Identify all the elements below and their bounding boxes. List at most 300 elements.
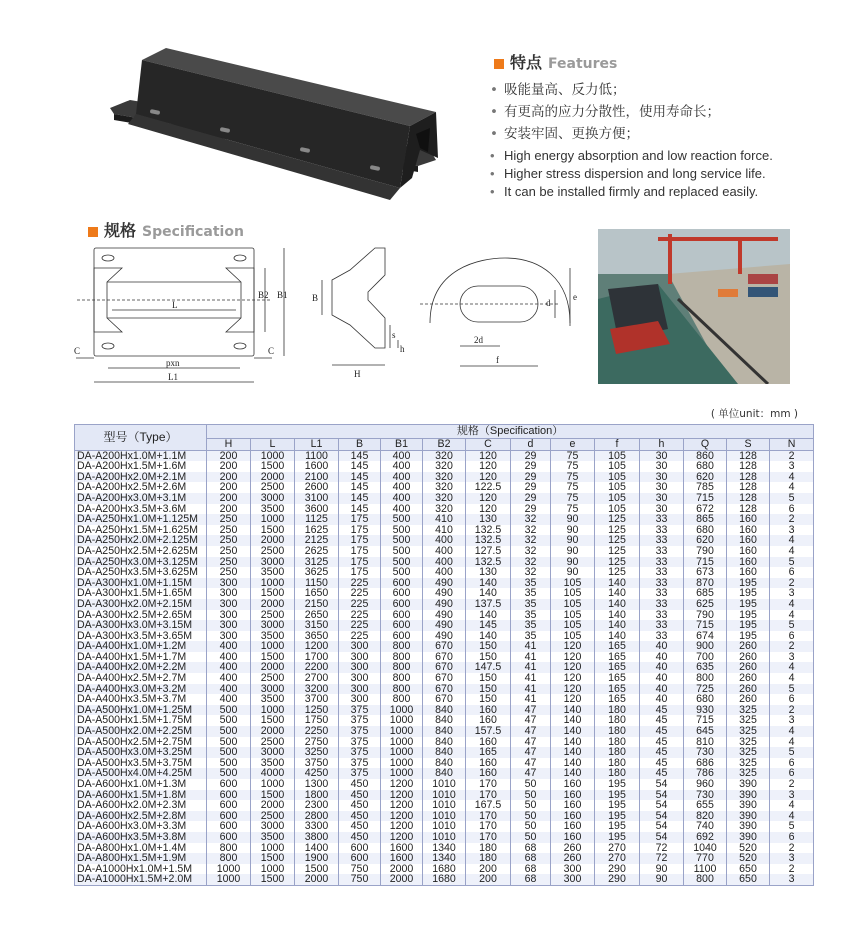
value-cell: 865	[684, 514, 727, 525]
value-cell: 2	[770, 843, 814, 854]
value-cell: 1200	[381, 821, 423, 832]
value-cell: 250	[207, 525, 251, 536]
value-cell: 320	[423, 461, 466, 472]
value-cell: 1340	[423, 843, 466, 854]
value-cell: 90	[551, 535, 595, 546]
value-cell: 3700	[295, 694, 339, 705]
value-cell: 30	[640, 472, 684, 483]
value-cell: 90	[640, 864, 684, 875]
value-cell: 260	[551, 843, 595, 854]
value-cell: 930	[684, 705, 727, 716]
value-cell: 145	[339, 504, 381, 515]
value-cell: 1200	[381, 800, 423, 811]
value-cell: 180	[466, 853, 511, 864]
value-cell: 820	[684, 811, 727, 822]
value-cell: 41	[511, 652, 551, 663]
value-cell: 50	[511, 811, 551, 822]
value-cell: 800	[381, 641, 423, 652]
value-cell: 35	[511, 631, 551, 642]
value-cell: 45	[640, 758, 684, 769]
value-cell: 4	[770, 726, 814, 737]
value-cell: 1500	[251, 874, 295, 885]
value-cell: 300	[207, 588, 251, 599]
value-cell: 120	[551, 673, 595, 684]
value-cell: 390	[727, 811, 770, 822]
value-cell: 195	[595, 800, 640, 811]
value-cell: 1000	[381, 705, 423, 716]
value-cell: 160	[551, 779, 595, 790]
value-cell: 40	[640, 673, 684, 684]
value-cell: 33	[640, 588, 684, 599]
value-cell: 29	[511, 472, 551, 483]
value-cell: 130	[466, 567, 511, 578]
value-cell: 2150	[295, 599, 339, 610]
value-cell: 3	[770, 790, 814, 801]
value-cell: 375	[339, 768, 381, 779]
value-cell: 180	[466, 843, 511, 854]
value-cell: 160	[551, 800, 595, 811]
value-cell: 1040	[684, 843, 727, 854]
value-cell: 54	[640, 790, 684, 801]
value-cell: 1000	[381, 768, 423, 779]
value-cell: 320	[423, 504, 466, 515]
value-cell: 400	[207, 662, 251, 673]
value-cell: 2300	[295, 800, 339, 811]
value-cell: 160	[466, 705, 511, 716]
model-cell: DA-A250Hx3.0M+3.125M	[75, 557, 207, 568]
value-cell: 150	[466, 673, 511, 684]
value-cell: 1200	[381, 811, 423, 822]
value-cell: 1680	[423, 874, 466, 885]
feature-en-item: • It can be installed firmly and replaced easily.	[490, 183, 830, 201]
value-cell: 50	[511, 779, 551, 790]
value-cell: 750	[339, 864, 381, 875]
label-h: h	[400, 344, 405, 354]
value-cell: 650	[727, 874, 770, 885]
value-cell: 225	[339, 588, 381, 599]
value-cell: 140	[466, 631, 511, 642]
value-cell: 3500	[251, 631, 295, 642]
value-cell: 1000	[381, 715, 423, 726]
value-cell: 672	[684, 504, 727, 515]
model-cell: DA-A200Hx2.0M+2.1M	[75, 472, 207, 483]
value-cell: 635	[684, 662, 727, 673]
features-cn-list	[490, 79, 830, 145]
value-cell: 132.5	[466, 557, 511, 568]
model-cell: DA-A300Hx2.0M+2.15M	[75, 599, 207, 610]
value-cell: 29	[511, 450, 551, 461]
spec-table	[74, 424, 814, 886]
value-cell: 300	[339, 694, 381, 705]
value-cell: 125	[595, 546, 640, 557]
value-cell: 68	[511, 864, 551, 875]
value-cell: 3500	[251, 758, 295, 769]
value-cell: 800	[207, 853, 251, 864]
value-cell: 500	[207, 705, 251, 716]
value-cell: 3	[770, 588, 814, 599]
model-cell: DA-A400Hx2.0M+2.2M	[75, 662, 207, 673]
value-cell: 157.5	[466, 726, 511, 737]
value-cell: 2000	[251, 599, 295, 610]
value-cell: 125	[595, 525, 640, 536]
value-cell: 600	[339, 853, 381, 864]
value-cell: 600	[207, 800, 251, 811]
value-cell: 33	[640, 525, 684, 536]
model-cell: DA-A400Hx1.5M+1.7M	[75, 652, 207, 663]
label-pxn: pxn	[166, 358, 180, 368]
value-cell: 50	[511, 821, 551, 832]
value-cell: 6	[770, 631, 814, 642]
value-cell: 4	[770, 546, 814, 557]
value-cell: 150	[466, 641, 511, 652]
value-cell: 200	[466, 874, 511, 885]
value-cell: 715	[684, 557, 727, 568]
value-cell: 175	[339, 535, 381, 546]
value-cell: 54	[640, 821, 684, 832]
feature-en-item: • High energy absorption and low reaction force.	[490, 147, 830, 165]
value-cell: 785	[684, 482, 727, 493]
value-cell: 3	[770, 715, 814, 726]
value-cell: 3000	[251, 620, 295, 631]
value-cell: 450	[339, 832, 381, 843]
value-cell: 130	[466, 514, 511, 525]
value-cell: 47	[511, 737, 551, 748]
value-cell: 800	[684, 874, 727, 885]
table-row	[75, 737, 814, 748]
value-cell: 600	[381, 610, 423, 621]
value-cell: 180	[595, 715, 640, 726]
value-cell: 128	[727, 450, 770, 461]
value-cell: 4	[770, 662, 814, 673]
model-cell: DA-A250Hx3.5M+3.625M	[75, 567, 207, 578]
value-cell: 450	[339, 811, 381, 822]
value-cell: 175	[339, 514, 381, 525]
value-cell: 180	[595, 705, 640, 716]
value-cell: 6	[770, 832, 814, 843]
value-cell: 1000	[381, 737, 423, 748]
value-cell: 45	[640, 747, 684, 758]
table-row	[75, 747, 814, 758]
model-cell: DA-A500Hx1.5M+1.75M	[75, 715, 207, 726]
table-row	[75, 853, 814, 864]
value-cell: 1000	[251, 864, 295, 875]
value-cell: 120	[466, 472, 511, 483]
value-cell: 3500	[251, 694, 295, 705]
value-cell: 160	[466, 758, 511, 769]
value-cell: 2500	[251, 610, 295, 621]
value-cell: 140	[595, 588, 640, 599]
value-cell: 140	[551, 737, 595, 748]
value-cell: 400	[207, 684, 251, 695]
value-cell: 750	[339, 874, 381, 885]
value-cell: 400	[423, 535, 466, 546]
value-cell: 290	[595, 874, 640, 885]
value-cell: 390	[727, 821, 770, 832]
value-cell: 47	[511, 715, 551, 726]
value-cell: 700	[684, 652, 727, 663]
value-cell: 195	[727, 631, 770, 642]
value-cell: 50	[511, 800, 551, 811]
value-cell: 800	[381, 662, 423, 673]
column-header: S	[727, 439, 770, 451]
value-cell: 30	[640, 482, 684, 493]
model-cell: DA-A300Hx2.5M+2.65M	[75, 610, 207, 621]
value-cell: 390	[727, 790, 770, 801]
value-cell: 50	[511, 790, 551, 801]
value-cell: 47	[511, 705, 551, 716]
value-cell: 105	[551, 588, 595, 599]
value-cell: 260	[551, 853, 595, 864]
value-cell: 125	[595, 535, 640, 546]
spec-heading: 规格 Specification	[88, 218, 244, 241]
value-cell: 715	[684, 715, 727, 726]
value-cell: 600	[207, 811, 251, 822]
value-cell: 325	[727, 747, 770, 758]
value-cell: 1300	[295, 779, 339, 790]
value-cell: 160	[727, 567, 770, 578]
value-cell: 2800	[295, 811, 339, 822]
value-cell: 167.5	[466, 800, 511, 811]
value-cell: 200	[207, 504, 251, 515]
value-cell: 1000	[251, 843, 295, 854]
value-cell: 1010	[423, 832, 466, 843]
value-cell: 2125	[295, 535, 339, 546]
value-cell: 2000	[251, 662, 295, 673]
value-cell: 325	[727, 737, 770, 748]
value-cell: 170	[466, 832, 511, 843]
value-cell: 800	[381, 694, 423, 705]
value-cell: 1000	[381, 726, 423, 737]
table-row	[75, 620, 814, 631]
value-cell: 3625	[295, 567, 339, 578]
value-cell: 160	[727, 546, 770, 557]
table-row	[75, 588, 814, 599]
value-cell: 90	[551, 557, 595, 568]
value-cell: 75	[551, 493, 595, 504]
model-cell: DA-A800Hx1.5M+1.9M	[75, 853, 207, 864]
value-cell: 35	[511, 588, 551, 599]
value-cell: 29	[511, 493, 551, 504]
value-cell: 400	[423, 567, 466, 578]
value-cell: 320	[423, 493, 466, 504]
side-view-diagram	[310, 240, 410, 385]
value-cell: 195	[595, 811, 640, 822]
value-cell: 33	[640, 546, 684, 557]
value-cell: 790	[684, 546, 727, 557]
value-cell: 6	[770, 768, 814, 779]
value-cell: 128	[727, 504, 770, 515]
value-cell: 1700	[295, 652, 339, 663]
value-cell: 270	[595, 843, 640, 854]
value-cell: 140	[595, 599, 640, 610]
column-header: e	[551, 439, 595, 451]
value-cell: 105	[551, 610, 595, 621]
value-cell: 1750	[295, 715, 339, 726]
table-row	[75, 610, 814, 621]
value-cell: 786	[684, 768, 727, 779]
value-cell: 600	[381, 620, 423, 631]
value-cell: 2100	[295, 472, 339, 483]
value-cell: 75	[551, 482, 595, 493]
value-cell: 47	[511, 747, 551, 758]
value-cell: 320	[423, 450, 466, 461]
value-cell: 1500	[251, 853, 295, 864]
value-cell: 2	[770, 779, 814, 790]
value-cell: 2200	[295, 662, 339, 673]
value-cell: 2500	[251, 673, 295, 684]
value-cell: 160	[727, 514, 770, 525]
value-cell: 300	[339, 641, 381, 652]
value-cell: 200	[466, 864, 511, 875]
value-cell: 170	[466, 779, 511, 790]
value-cell: 3000	[251, 747, 295, 758]
column-header: B2	[423, 439, 466, 451]
value-cell: 128	[727, 482, 770, 493]
value-cell: 165	[595, 684, 640, 695]
model-cell: DA-A250Hx1.0M+1.125M	[75, 514, 207, 525]
value-cell: 375	[339, 737, 381, 748]
value-cell: 195	[727, 578, 770, 589]
value-cell: 500	[207, 758, 251, 769]
value-cell: 2250	[295, 726, 339, 737]
value-cell: 670	[423, 652, 466, 663]
value-cell: 2500	[251, 811, 295, 822]
table-row	[75, 450, 814, 461]
value-cell: 1000	[251, 578, 295, 589]
value-cell: 400	[381, 482, 423, 493]
value-cell: 740	[684, 821, 727, 832]
value-cell: 645	[684, 726, 727, 737]
value-cell: 250	[207, 514, 251, 525]
column-header: C	[466, 439, 511, 451]
value-cell: 1500	[251, 790, 295, 801]
model-cell: DA-A600Hx2.0M+2.3M	[75, 800, 207, 811]
features-en-list	[490, 147, 830, 201]
label-s: s	[392, 330, 396, 340]
value-cell: 4	[770, 472, 814, 483]
value-cell: 170	[466, 821, 511, 832]
value-cell: 165	[595, 662, 640, 673]
value-cell: 132.5	[466, 535, 511, 546]
value-cell: 4	[770, 800, 814, 811]
value-cell: 3	[770, 525, 814, 536]
label-B1: B1	[277, 290, 288, 300]
value-cell: 33	[640, 578, 684, 589]
value-cell: 490	[423, 620, 466, 631]
table-row	[75, 800, 814, 811]
table-row	[75, 779, 814, 790]
model-cell: DA-A600Hx2.5M+2.8M	[75, 811, 207, 822]
value-cell: 900	[684, 641, 727, 652]
value-cell: 40	[640, 641, 684, 652]
value-cell: 600	[381, 588, 423, 599]
value-cell: 35	[511, 610, 551, 621]
value-cell: 54	[640, 832, 684, 843]
model-cell: DA-A600Hx3.0M+3.3M	[75, 821, 207, 832]
value-cell: 3750	[295, 758, 339, 769]
value-cell: 600	[339, 843, 381, 854]
value-cell: 3000	[251, 493, 295, 504]
value-cell: 90	[551, 514, 595, 525]
value-cell: 41	[511, 641, 551, 652]
model-cell: DA-A600Hx3.5M+3.8M	[75, 832, 207, 843]
table-row	[75, 726, 814, 737]
label-d: d	[546, 298, 551, 308]
value-cell: 3300	[295, 821, 339, 832]
value-cell: 170	[466, 790, 511, 801]
model-cell: DA-A200Hx3.0M+3.1M	[75, 493, 207, 504]
value-cell: 680	[684, 694, 727, 705]
value-cell: 840	[423, 768, 466, 779]
value-cell: 165	[595, 641, 640, 652]
value-cell: 4	[770, 737, 814, 748]
value-cell: 165	[595, 673, 640, 684]
value-cell: 170	[466, 811, 511, 822]
value-cell: 140	[595, 620, 640, 631]
value-cell: 715	[684, 620, 727, 631]
model-cell: DA-A300Hx1.0M+1.15M	[75, 578, 207, 589]
value-cell: 300	[339, 684, 381, 695]
value-cell: 147.5	[466, 662, 511, 673]
value-cell: 160	[727, 557, 770, 568]
value-cell: 600	[207, 790, 251, 801]
value-cell: 68	[511, 874, 551, 885]
spec-group-header: 规格（Specification）	[207, 425, 814, 439]
value-cell: 120	[466, 450, 511, 461]
value-cell: 5	[770, 620, 814, 631]
value-cell: 1000	[381, 758, 423, 769]
feature-cn-item: • 安装牢固、更换方便；	[490, 123, 830, 145]
value-cell: 3800	[295, 832, 339, 843]
value-cell: 800	[684, 673, 727, 684]
value-cell: 500	[381, 557, 423, 568]
value-cell: 840	[423, 758, 466, 769]
value-cell: 2500	[251, 737, 295, 748]
value-cell: 180	[595, 726, 640, 737]
value-cell: 105	[595, 504, 640, 515]
value-cell: 500	[381, 546, 423, 557]
value-cell: 650	[727, 864, 770, 875]
value-cell: 32	[511, 535, 551, 546]
value-cell: 325	[727, 768, 770, 779]
value-cell: 1000	[381, 747, 423, 758]
value-cell: 3000	[251, 684, 295, 695]
value-cell: 160	[551, 821, 595, 832]
value-cell: 680	[684, 461, 727, 472]
value-cell: 1100	[684, 864, 727, 875]
label-L: L	[172, 300, 178, 310]
value-cell: 32	[511, 567, 551, 578]
table-row	[75, 684, 814, 695]
value-cell: 4	[770, 535, 814, 546]
value-cell: 300	[339, 662, 381, 673]
table-row	[75, 631, 814, 642]
value-cell: 686	[684, 758, 727, 769]
model-cell: DA-A500Hx3.0M+3.25M	[75, 747, 207, 758]
value-cell: 1650	[295, 588, 339, 599]
value-cell: 120	[551, 684, 595, 695]
value-cell: 810	[684, 737, 727, 748]
value-cell: 300	[339, 673, 381, 684]
label-f: f	[496, 355, 499, 365]
table-row	[75, 557, 814, 568]
value-cell: 2600	[295, 482, 339, 493]
value-cell: 120	[551, 641, 595, 652]
value-cell: 2	[770, 705, 814, 716]
value-cell: 1600	[381, 843, 423, 854]
value-cell: 840	[423, 715, 466, 726]
value-cell: 33	[640, 610, 684, 621]
